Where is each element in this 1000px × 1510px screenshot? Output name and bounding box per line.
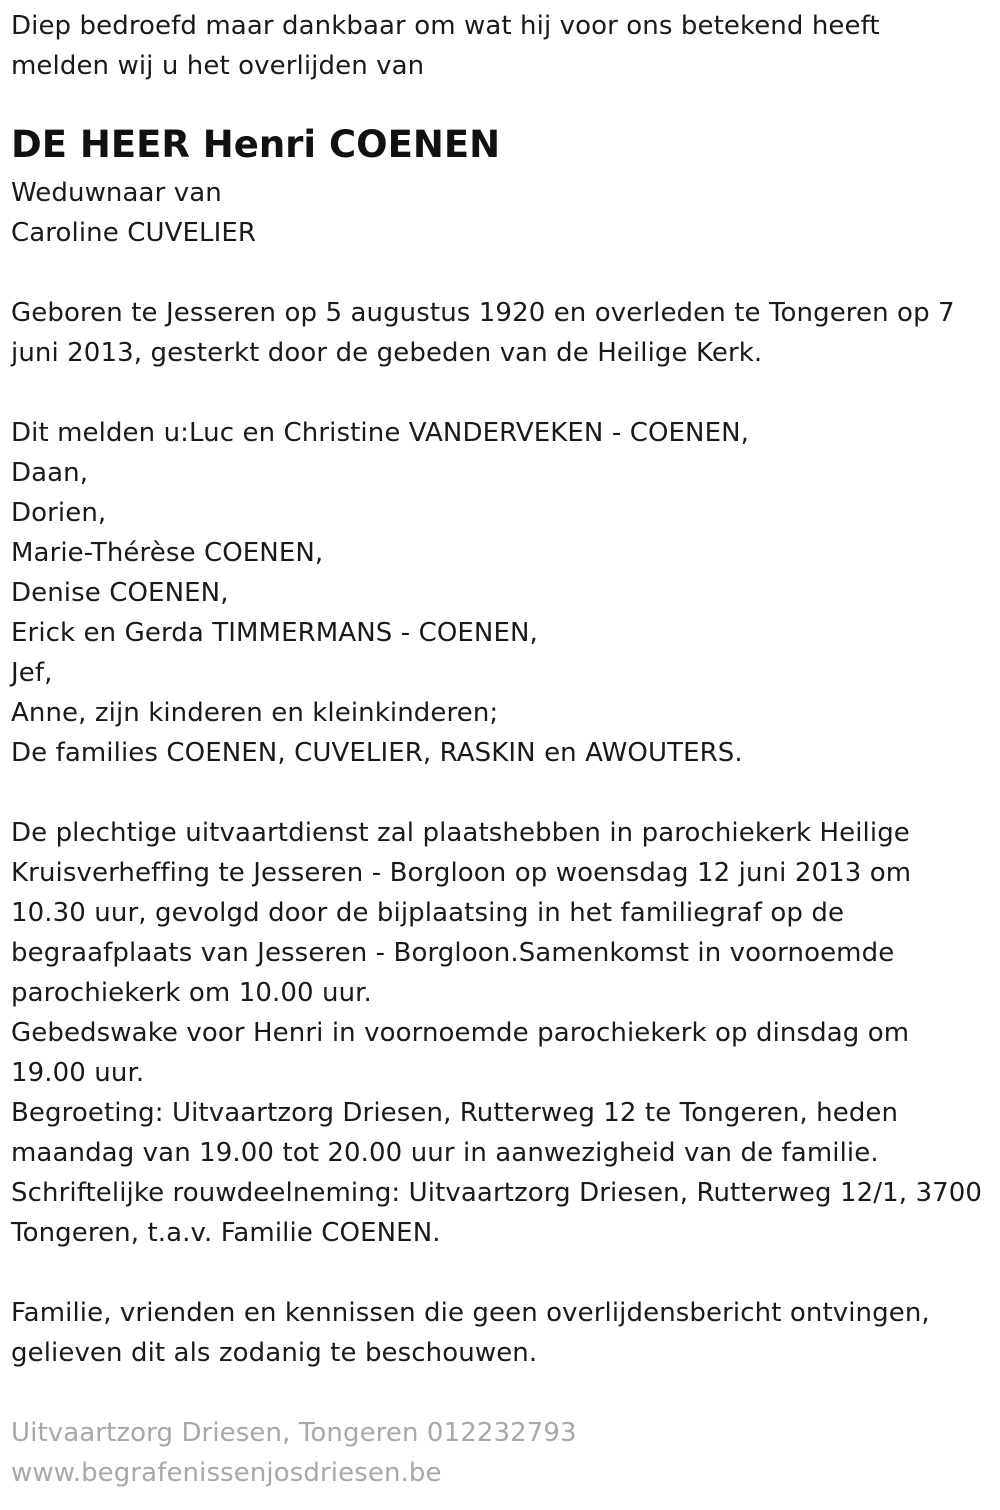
family-line: Dit melden u:Luc en Christine VANDERVEKEN - COENEN,: [11, 418, 750, 448]
funeral-line: Begroeting: Uitvaartzorg Driesen, Rutterweg 12 te Tongeren, heden: [11, 1098, 899, 1128]
family-line: Jef,: [11, 658, 53, 688]
funeral-line: 19.00 uur.: [11, 1058, 145, 1088]
intro-line: melden wij u het overlijden van: [11, 51, 425, 81]
funeral-line: maandag van 19.00 tot 20.00 uur in aanwezigheid van de familie.: [11, 1138, 879, 1168]
family-line: De families COENEN, CUVELIER, RASKIN en AWOUTERS.: [11, 738, 743, 768]
spouse-line: Caroline CUVELIER: [11, 218, 257, 248]
family-line: Dorien,: [11, 498, 107, 528]
family-list: [11, 413, 749, 773]
family-line: Daan,: [11, 458, 89, 488]
closing-line: gelieven dit als zodanig te beschouwen.: [11, 1338, 538, 1368]
funeral-home-contact: Uitvaartzorg Driesen, Tongeren 012232793: [11, 1418, 577, 1448]
birth-death-line: juni 2013, gesterkt door de gebeden van de Heilige Kerk.: [11, 338, 763, 368]
funeral-line: begraafplaats van Jesseren - Borgloon.Samenkomst in voornoemde: [11, 938, 895, 968]
spouse-info: [11, 173, 256, 253]
funeral-line: Gebedswake voor Henri in voornoemde parochiekerk op dinsdag om: [11, 1018, 910, 1048]
birth-death-info: [11, 293, 955, 373]
website-link[interactable]: www.begrafenissenjosdriesen.be: [11, 1458, 442, 1488]
funeral-line: De plechtige uitvaartdienst zal plaatshebben in parochiekerk Heilige: [11, 818, 910, 848]
intro-line: Diep bedroefd maar dankbaar om wat hij voor ons betekend heeft: [11, 11, 880, 41]
funeral-line: Schriftelijke rouwdeelneming: Uitvaartzorg Driesen, Rutterweg 12/1, 3700: [11, 1178, 983, 1208]
family-line: Marie-Thérèse COENEN,: [11, 538, 324, 568]
deceased-name: DE HEER Henri COENEN: [11, 123, 501, 166]
funeral-line: 10.30 uur, gevolgd door de bijplaatsing in het familiegraf op de: [11, 898, 845, 928]
funeral-line: parochiekerk om 10.00 uur.: [11, 978, 372, 1008]
funeral-line: Tongeren, t.a.v. Familie COENEN.: [11, 1218, 441, 1248]
closing-line: Familie, vrienden en kennissen die geen overlijdensbericht ontvingen,: [11, 1298, 930, 1328]
footer: [11, 1413, 577, 1493]
birth-death-line: Geboren te Jesseren op 5 augustus 1920 en overleden te Tongeren op 7: [11, 298, 955, 328]
closing-text: [11, 1293, 930, 1373]
spouse-line: Weduwnaar van: [11, 178, 222, 208]
family-line: Erick en Gerda TIMMERMANS - COENEN,: [11, 618, 538, 648]
funeral-line: Kruisverheffing te Jesseren - Borgloon op woensdag 12 juni 2013 om: [11, 858, 912, 888]
funeral-details: [11, 813, 982, 1253]
family-line: Denise COENEN,: [11, 578, 229, 608]
intro-text: [11, 6, 880, 86]
family-line: Anne, zijn kinderen en kleinkinderen;: [11, 698, 499, 728]
